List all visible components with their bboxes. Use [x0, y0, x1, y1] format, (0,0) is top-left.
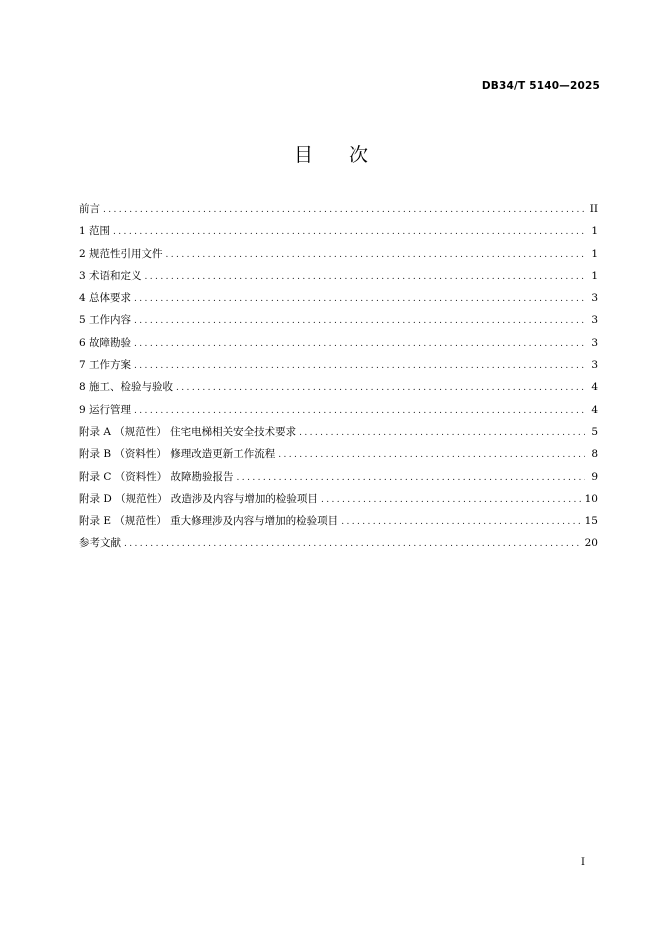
- toc-entry-page: 20: [584, 537, 598, 550]
- toc-entry-label: 5 工作内容: [79, 314, 132, 327]
- toc-entry-page: 4: [591, 381, 598, 394]
- page-number: I: [581, 857, 585, 868]
- toc-entry-9[interactable]: [79, 400, 598, 422]
- toc-dot-leader: [341, 512, 581, 532]
- toc-entry-appendix-e[interactable]: [79, 511, 598, 533]
- toc-dot-leader: [134, 289, 585, 309]
- toc-entry-page: 10: [584, 492, 598, 505]
- toc-entry-6[interactable]: [79, 333, 598, 355]
- toc-entry-label: 3 术语和定义: [79, 269, 142, 282]
- toc-dot-leader: [176, 378, 585, 398]
- toc-entry-page: 9: [591, 470, 598, 483]
- toc-entry-appendix-c[interactable]: [79, 467, 598, 489]
- toc-dot-leader: [321, 490, 582, 510]
- toc-entry-page: II: [589, 203, 598, 215]
- toc-dot-leader: [278, 445, 585, 465]
- table-of-contents: [79, 199, 598, 556]
- toc-entry-page: 5: [591, 425, 598, 438]
- toc-entry-page: 15: [584, 515, 598, 528]
- toc-dot-leader: [145, 267, 585, 287]
- toc-entry-label: 前言: [79, 203, 100, 215]
- toc-entry-page: 8: [591, 448, 598, 461]
- toc-title: 目次: [293, 144, 404, 166]
- toc-dot-leader: [166, 245, 585, 265]
- toc-dot-leader: [237, 468, 585, 488]
- toc-entry-page: 1: [591, 269, 598, 282]
- toc-dot-leader: [134, 356, 585, 376]
- toc-dot-leader: [134, 334, 585, 354]
- toc-entry-appendix-b[interactable]: [79, 444, 598, 466]
- toc-entry-page: 1: [591, 247, 598, 260]
- toc-entry-label: 1 范围: [79, 225, 111, 238]
- toc-dot-leader: [103, 200, 585, 220]
- toc-entry-page: 3: [591, 359, 598, 372]
- toc-entry-appendix-d[interactable]: [79, 489, 598, 511]
- toc-entry-7[interactable]: [79, 355, 598, 377]
- toc-entry-page: 3: [591, 336, 598, 349]
- toc-entry-8[interactable]: [79, 377, 598, 399]
- toc-entry-4[interactable]: [79, 288, 598, 310]
- toc-entry-page: 1: [591, 225, 598, 238]
- toc-entry-label: 参考文献: [79, 537, 121, 550]
- toc-dot-leader: [113, 222, 585, 242]
- toc-entry-label: 4 总体要求: [79, 292, 132, 305]
- toc-entry-label: 7 工作方案: [79, 359, 132, 372]
- toc-entry-label: 8 施工、检验与验收: [79, 381, 174, 394]
- toc-entry-label: 附录 E （规范性） 重大修理涉及内容与增加的检验项目: [79, 515, 339, 528]
- toc-entry-label: 附录 A （规范性） 住宅电梯相关安全技术要求: [79, 425, 297, 438]
- toc-dot-leader: [134, 401, 585, 421]
- toc-dot-leader: [134, 311, 585, 331]
- toc-entry-3[interactable]: [79, 266, 598, 288]
- toc-entry-label: 2 规范性引用文件: [79, 247, 163, 260]
- toc-entry-label: 附录 B （资料性） 修理改造更新工作流程: [79, 448, 276, 461]
- toc-entry-label: 9 运行管理: [79, 403, 132, 416]
- toc-entry-page: 3: [591, 292, 598, 305]
- toc-entry-label: 附录 D （规范性） 改造涉及内容与增加的检验项目: [79, 492, 318, 505]
- toc-entry-foreword[interactable]: [79, 199, 598, 221]
- toc-entry-page: 4: [591, 403, 598, 416]
- toc-entry-2[interactable]: [79, 244, 598, 266]
- toc-entry-1[interactable]: [79, 221, 598, 243]
- document-code: DB34/T 5140—2025: [481, 80, 600, 92]
- toc-dot-leader: [299, 423, 585, 443]
- toc-entry-label: 附录 C （资料性） 故障勘验报告: [79, 470, 234, 483]
- toc-dot-leader: [124, 534, 582, 554]
- toc-entry-label: 6 故障勘验: [79, 336, 132, 349]
- toc-entry-appendix-a[interactable]: [79, 422, 598, 444]
- toc-entry-references[interactable]: [79, 533, 598, 555]
- toc-entry-5[interactable]: [79, 310, 598, 332]
- toc-entry-page: 3: [591, 314, 598, 327]
